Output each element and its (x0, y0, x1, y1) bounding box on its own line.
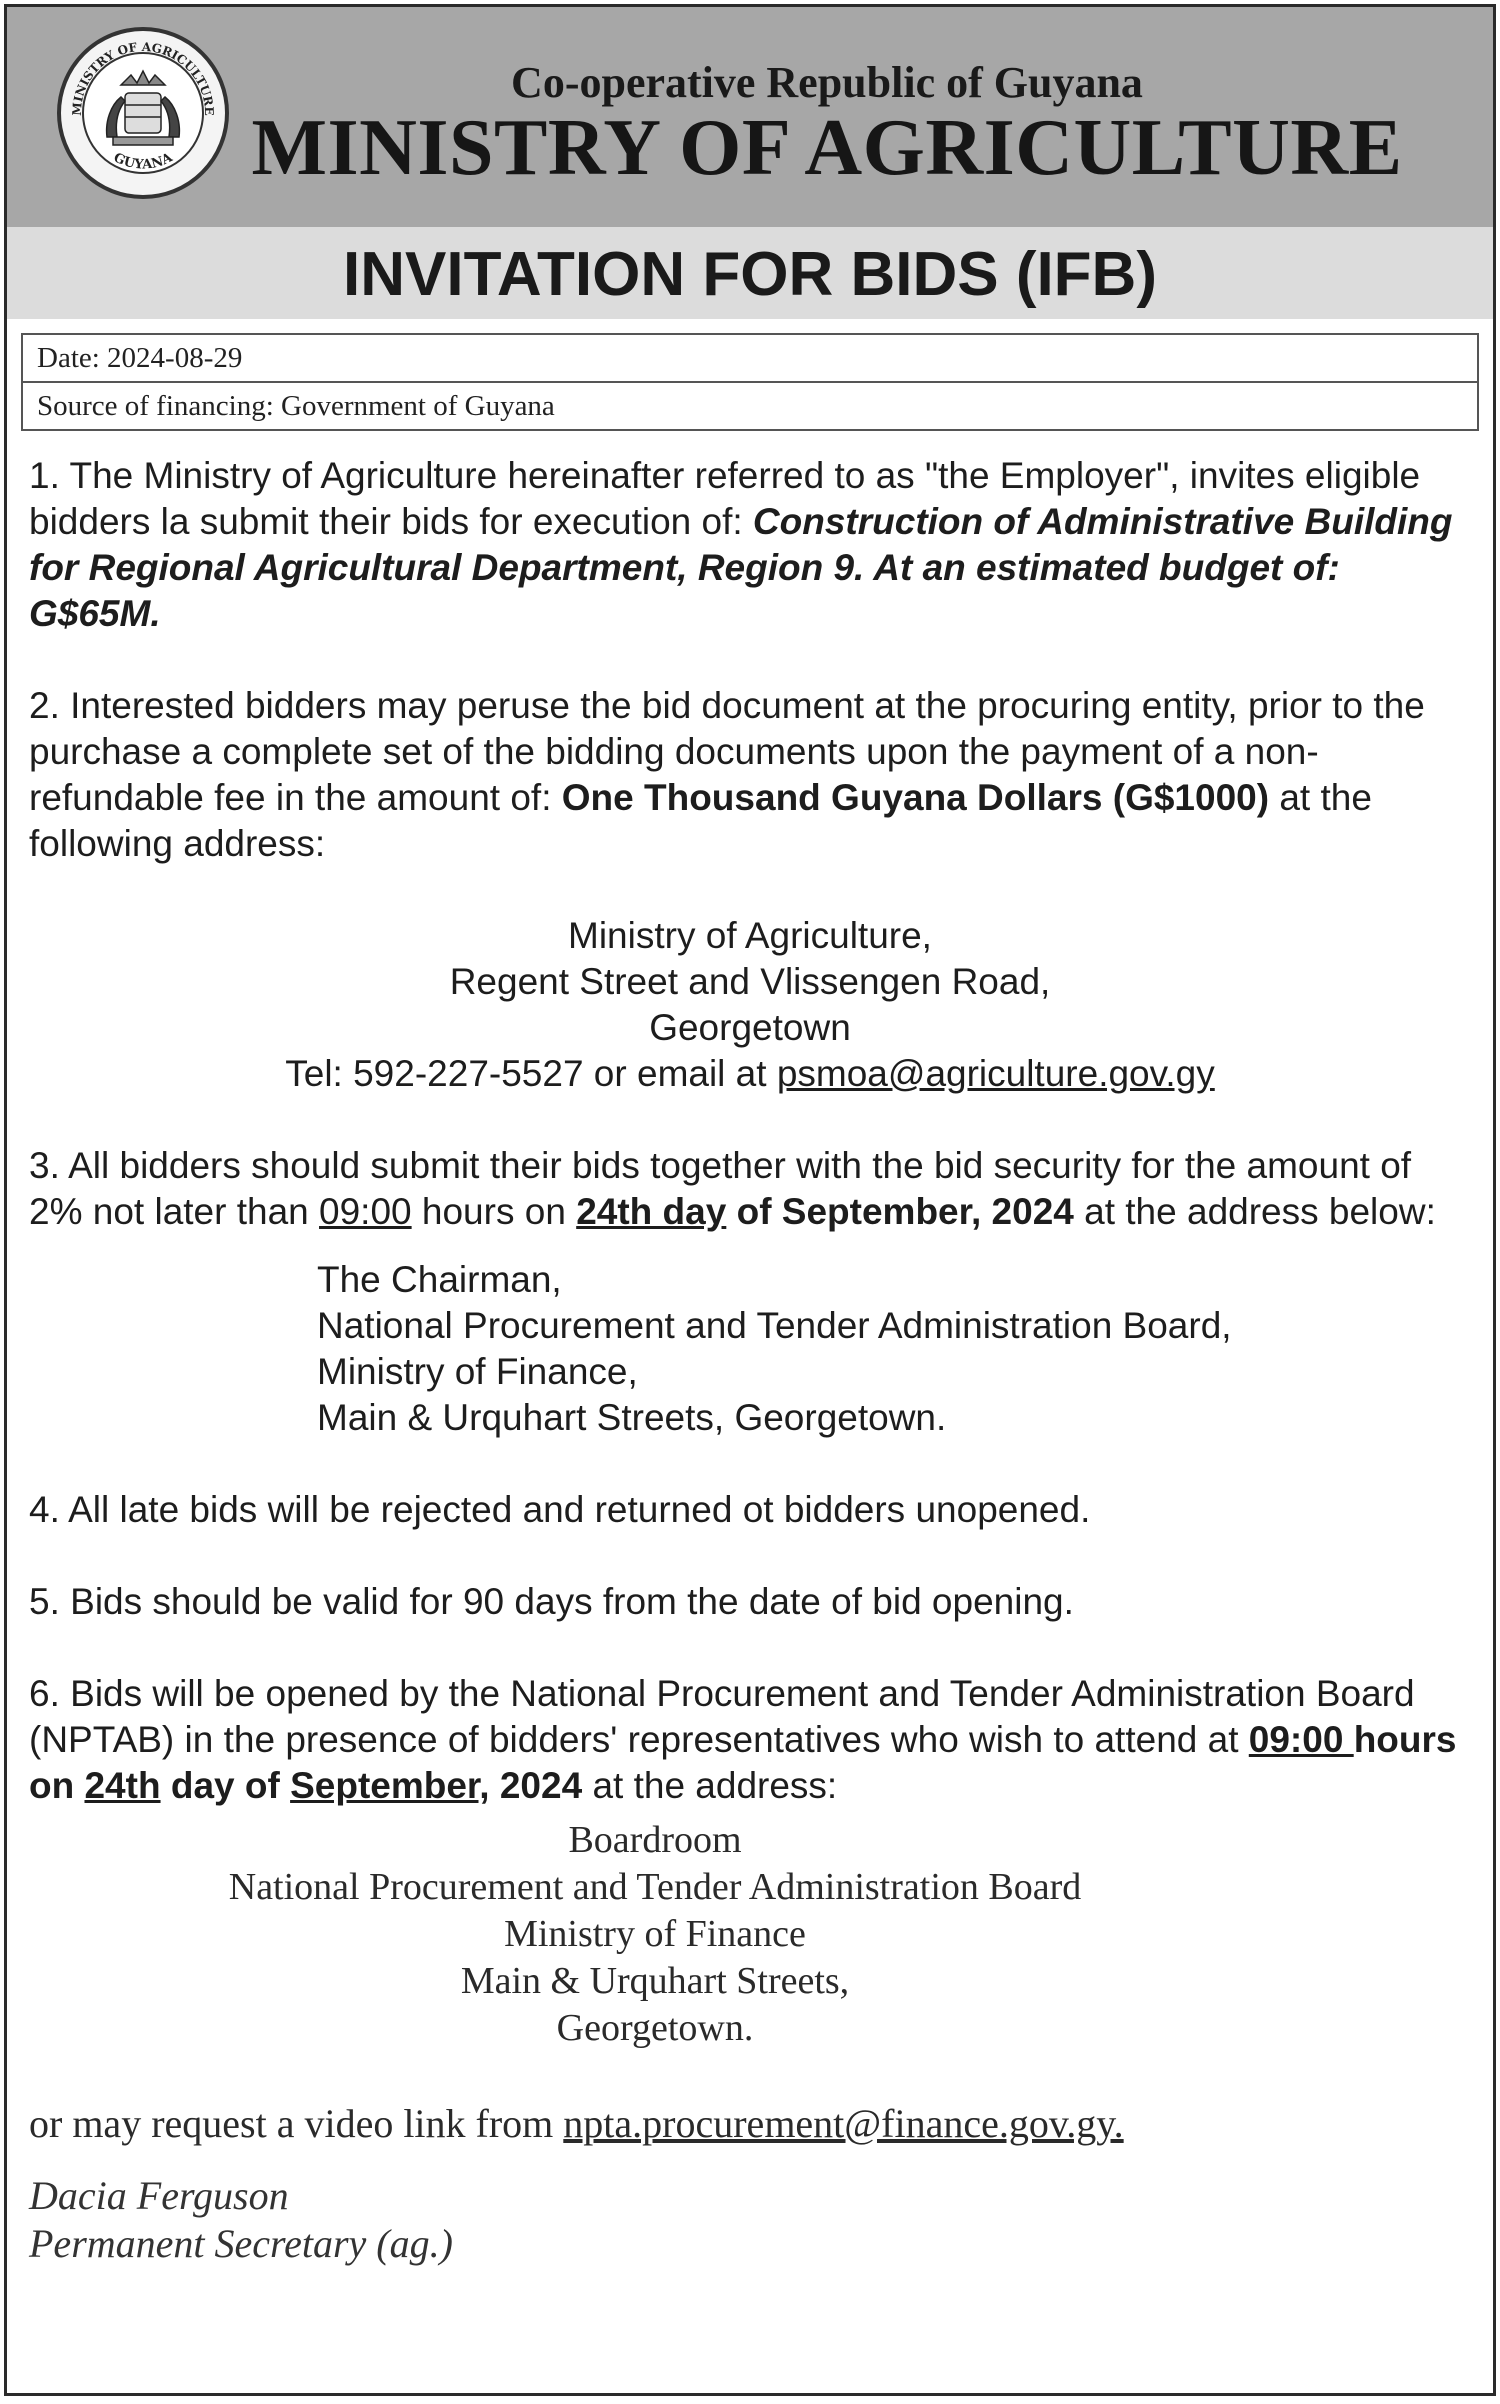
video-link-request: or may request a video link from npta.procurement@finance.gov.gy. (29, 2101, 1124, 2146)
ifb-title-band (7, 227, 1493, 319)
ministry-seal-logo (55, 25, 231, 201)
paragraph-6: 6. Bids will be opened by the National Procurement and Tender Administration Board (NPTAB) in the presence of bidders' representatives who wish to attend at 09:00 hours on 24th day of September, 2024 at the address: (29, 1673, 1457, 1806)
meta-financing: Source of financing: Government of Guyana (23, 381, 1477, 429)
paragraph-4: 4. All late bids will be rejected and returned ot bidders unopened. (29, 1489, 1091, 1530)
bid-fee: One Thousand Guyana Dollars (G$1000) (561, 777, 1270, 818)
meta-table (21, 333, 1479, 431)
paragraph-3: 3. All bidders should submit their bids together with the bid security for the amount of 2% not later than 09:00 hours on 24th day of September, 2024 at the address below: (29, 1145, 1436, 1232)
ifb-notice (4, 4, 1496, 2396)
ministry-name: MINISTRY OF AGRICULTURE (251, 104, 1403, 192)
opening-address: Boardroom National Procurement and Tender Administration Board Ministry of Finance Main & Urquhart Streets, Georgetown. (228, 1819, 1082, 2049)
paragraph-1: 1. The Ministry of Agriculture hereinafter referred to as "the Employer", invites eligible bidders la submit their bids for execution of: Construction of Administrative Building for Regional Agricultural Department, Region 9. At an estimated budget of: G$65M. (29, 455, 1453, 634)
svg-text:GUYANA: GUYANA (111, 150, 175, 173)
procurement-email-link[interactable]: npta.procurement@finance.gov.gy. (563, 2101, 1124, 2146)
project-description: Construction of Administrative Building for Regional Agricultural Department, Region 9. At an estimated budget of: G$65M. (29, 501, 1453, 634)
ministry-header (7, 7, 1493, 227)
notice-body (7, 453, 1493, 2268)
submission-time: 09:00 (319, 1191, 412, 1232)
opening-month: September, (290, 1765, 490, 1806)
submission-day: 24th day (576, 1191, 727, 1232)
meta-date: Date: 2024-08-29 (37, 342, 243, 374)
ministry-email-link[interactable]: psmoa@agriculture.gov.gy (776, 1053, 1215, 1094)
svg-text:MINISTRY OF AGRICULTURE: MINISTRY OF AGRICULTURE (69, 39, 217, 116)
signature-block (29, 2172, 1471, 2268)
submission-address: The Chairman, National Procurement and Tender Administration Board, Ministry of Finance, Main & Urquhart Streets, Georgetown. (317, 1259, 1232, 1438)
country-name: Co-operative Republic of Guyana (511, 58, 1143, 107)
paragraph-5: 5. Bids should be valid for 90 days from the date of bid opening. (29, 1581, 1074, 1622)
purchase-address: Ministry of Agriculture, Regent Street and Vlissengen Road, Georgetown Tel: 592-227-5527 or email at psmoa@agriculture.gov.gy (285, 915, 1215, 1094)
signatory-title: Permanent Secretary (ag.) (29, 2221, 453, 2266)
opening-day: 24th (84, 1765, 161, 1806)
signatory-name: Dacia Ferguson (29, 2173, 289, 2218)
page-title: INVITATION FOR BIDS (IFB) (343, 240, 1157, 309)
paragraph-2: 2. Interested bidders may peruse the bid document at the procuring entity, prior to the purchase a complete set of the bidding documents upon the payment of a non-refundable fee in the amount of: One Thousand Guyana Dollars (G$1000) at the following address: (29, 685, 1425, 864)
opening-time: 09:00 (1248, 1719, 1354, 1760)
